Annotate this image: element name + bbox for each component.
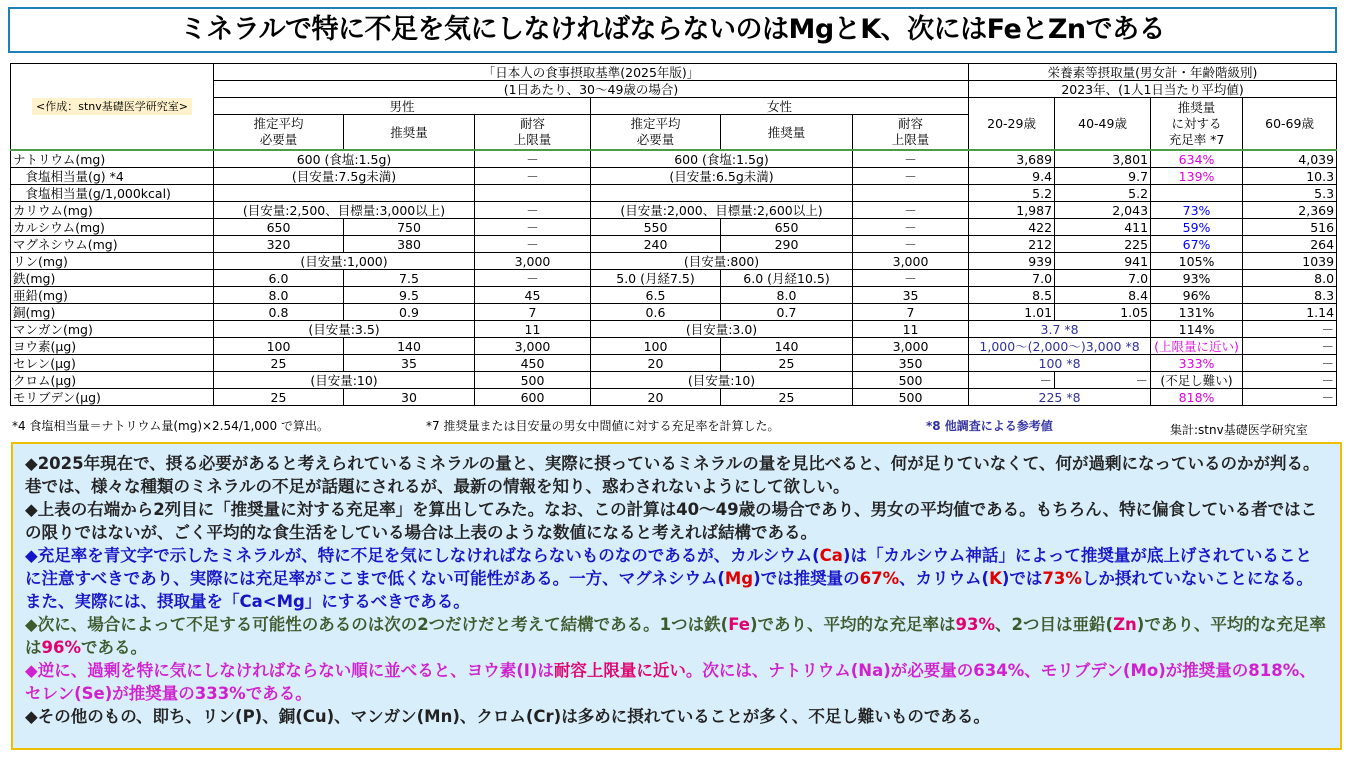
intake-60-69: 8.3 bbox=[1243, 287, 1337, 304]
mineral-table-body bbox=[11, 150, 1337, 406]
table-row bbox=[11, 150, 1337, 168]
male-ul: － bbox=[475, 202, 591, 219]
table-row bbox=[11, 338, 1337, 355]
female-intake-merged: (目安量:10) bbox=[591, 372, 853, 389]
female-ear: 20 bbox=[591, 389, 721, 406]
commentary-paragraph bbox=[25, 613, 1328, 659]
female-rda: 140 bbox=[721, 338, 853, 355]
male-intake-merged: (目安量:7.5g未満) bbox=[214, 168, 475, 185]
commentary-box bbox=[11, 442, 1342, 750]
intake-20-29: － bbox=[969, 372, 1055, 389]
intake-40-49: 225 bbox=[1055, 236, 1151, 253]
mineral-name: 食塩相当量(g) *4 bbox=[11, 168, 214, 185]
male-rda-header: 推奨量 bbox=[344, 115, 475, 151]
female-rda: 25 bbox=[721, 389, 853, 406]
highlight-text: Zn bbox=[1113, 615, 1137, 634]
mineral-name: 食塩相当量(g/1,000kcal) bbox=[11, 185, 214, 202]
intake-40-49: － bbox=[1055, 372, 1151, 389]
intake-60-69: 1039 bbox=[1243, 253, 1337, 270]
intake-60-69: 1.14 bbox=[1243, 304, 1337, 321]
female-rda: 290 bbox=[721, 236, 853, 253]
commentary-paragraph bbox=[25, 452, 1328, 498]
female-intake-merged bbox=[591, 185, 853, 202]
tally-credit: 集計:stnv基礎医学研究室 bbox=[1170, 423, 1308, 437]
male-intake-merged: 600 (食塩:1.5g) bbox=[214, 150, 475, 168]
intake-40-49: 941 bbox=[1055, 253, 1151, 270]
sufficiency-ratio: 59% bbox=[1151, 219, 1243, 236]
table-row bbox=[11, 270, 1337, 287]
paragraph-text: ◆上表の右端から2列目に「推奨量に対する充足率」を算出してみた。なお、この計算は40～49歳の場合であり、男女の平均値である。もちろん、特に偏食している者ではこの限りではないが、ごく平均的な食生活をしている場合は上表のような数値になると考えれば結構である。 bbox=[25, 500, 1318, 542]
female-ul-header: 耐容 上限量 bbox=[853, 115, 969, 151]
female-ul: 11 bbox=[853, 321, 969, 338]
female-ul: － bbox=[853, 270, 969, 287]
intake-60-69: － bbox=[1243, 338, 1337, 355]
intake-40-49: 5.2 bbox=[1055, 185, 1151, 202]
intake-20-29: 8.5 bbox=[969, 287, 1055, 304]
intake-40-49: 1.05 bbox=[1055, 304, 1151, 321]
paragraph-text: 。次には、ナトリウム(Na)が必要量の634%、モリブデン(Mo)が推奨量の818%、セレン(Se)が推奨量の333%である。 bbox=[25, 661, 1316, 703]
paragraph-text: ◆2025年現在で、摂る必要があると考えられているミネラルの量と、実際に摂っているミネラルの量を見比べると、何が足りていなくて、何が過剰になっているのかが判る。巷では、様々な種類のミネラルの不足が話題にされるが、最新の情報を知り、惑わされないようにして欲しい。 bbox=[25, 454, 1320, 496]
mineral-name: クロム(μg) bbox=[11, 372, 214, 389]
mineral-name: セレン(μg) bbox=[11, 355, 214, 372]
female-ear: 100 bbox=[591, 338, 721, 355]
paragraph-text: )であり、平均的な充足率は bbox=[25, 615, 1326, 657]
intake-20-29: 1,987 bbox=[969, 202, 1055, 219]
mineral-name: マンガン(mg) bbox=[11, 321, 214, 338]
commentary-paragraph bbox=[25, 659, 1328, 705]
table-row bbox=[11, 355, 1337, 372]
male-ear: 100 bbox=[214, 338, 344, 355]
male-ul: － bbox=[475, 219, 591, 236]
reference-intake: 225 *8 bbox=[969, 389, 1151, 406]
sufficiency-ratio: 139% bbox=[1151, 168, 1243, 185]
age-60-69-header: 60-69歳 bbox=[1243, 98, 1337, 151]
intake-60-69: － bbox=[1243, 372, 1337, 389]
sufficiency-ratio: 96% bbox=[1151, 287, 1243, 304]
table-row bbox=[11, 372, 1337, 389]
highlight-text: 耐容上限量に近い bbox=[553, 661, 686, 680]
male-intake-merged: (目安量:2,500、目標量:3,000以上) bbox=[214, 202, 475, 219]
female-intake-merged: (目安量:3.0) bbox=[591, 321, 853, 338]
intake-20-29: 422 bbox=[969, 219, 1055, 236]
paragraph-text: )では推奨量の bbox=[753, 569, 860, 588]
paragraph-text: )は「カルシウム神話」によって推奨量が底上げされていることに注意すべきであり、実際には充足率がここまで低くない可能性がある。一方、マグネシウム( bbox=[25, 546, 1312, 588]
intake-60-69: 8.0 bbox=[1243, 270, 1337, 287]
credit-cell bbox=[11, 64, 214, 151]
note-7: *7 推奨量または目安量の男女中間値に対する充足率を計算した。 bbox=[426, 419, 780, 433]
male-ul: 11 bbox=[475, 321, 591, 338]
female-intake-merged: 600 (食塩:1.5g) bbox=[591, 150, 853, 168]
male-intake-merged: (目安量:10) bbox=[214, 372, 475, 389]
intake-40-49: 7.0 bbox=[1055, 270, 1151, 287]
intake-20-29: 3,689 bbox=[969, 150, 1055, 168]
note-4: *4 食塩相当量＝ナトリウム量(mg)×2.54/1,000 で算出。 bbox=[12, 419, 329, 433]
age-40-49-header: 40-49歳 bbox=[1055, 98, 1151, 151]
sufficiency-ratio: 333% bbox=[1151, 355, 1243, 372]
female-ul: － bbox=[853, 236, 969, 253]
table-row bbox=[11, 219, 1337, 236]
standard-title: 「日本人の食事摂取基準(2025年版)」 bbox=[214, 64, 969, 81]
paragraph-text: しか摂れていないことになる。また、実際には、摂取量を「Ca<Mg」にするべきである。 bbox=[25, 569, 1313, 611]
female-ear: 20 bbox=[591, 355, 721, 372]
male-rda: 35 bbox=[344, 355, 475, 372]
intake-40-49: 2,043 bbox=[1055, 202, 1151, 219]
female-ear: 5.0 (月経7.5) bbox=[591, 270, 721, 287]
male-intake-merged: (目安量:3.5) bbox=[214, 321, 475, 338]
mineral-name: ナトリウム(mg) bbox=[11, 150, 214, 168]
male-intake-merged: (目安量:1,000) bbox=[214, 253, 475, 270]
credit-label: <作成：stnv基礎医学研究室> bbox=[32, 98, 192, 115]
female-ul: 3,000 bbox=[853, 253, 969, 270]
intake-60-69: － bbox=[1243, 355, 1337, 372]
male-ear: 320 bbox=[214, 236, 344, 253]
sufficiency-ratio bbox=[1151, 185, 1243, 202]
mineral-name: カリウム(mg) bbox=[11, 202, 214, 219]
intake-60-69: － bbox=[1243, 321, 1337, 338]
male-ul bbox=[475, 185, 591, 202]
male-ul: 45 bbox=[475, 287, 591, 304]
reference-intake: 1,000～(2,000～)3,000 *8 bbox=[969, 338, 1151, 355]
female-ear: 6.5 bbox=[591, 287, 721, 304]
table-row bbox=[11, 304, 1337, 321]
intake-40-49: 9.7 bbox=[1055, 168, 1151, 185]
highlight-text: Mg bbox=[724, 569, 754, 588]
male-rda: 380 bbox=[344, 236, 475, 253]
paragraph-text: ◆その他のもの、即ち、リン(P)、銅(Cu)、マンガン(Mn)、クロム(Cr)は多めに摂れていることが多く、不足し難いものである。 bbox=[25, 707, 990, 726]
male-ul: 450 bbox=[475, 355, 591, 372]
table-row bbox=[11, 185, 1337, 202]
ratio-header: 推奨量 に対する 充足率 *7 bbox=[1151, 98, 1243, 151]
intake-20-29: 7.0 bbox=[969, 270, 1055, 287]
mineral-name: カルシウム(mg) bbox=[11, 219, 214, 236]
intake-60-69: 5.3 bbox=[1243, 185, 1337, 202]
commentary-paragraph bbox=[25, 544, 1328, 613]
intake-20-29: 9.4 bbox=[969, 168, 1055, 185]
sufficiency-ratio: 67% bbox=[1151, 236, 1243, 253]
male-rda: 30 bbox=[344, 389, 475, 406]
female-ul: 7 bbox=[853, 304, 969, 321]
male-ear: 25 bbox=[214, 389, 344, 406]
intake-20-29: 939 bbox=[969, 253, 1055, 270]
sufficiency-ratio: 634% bbox=[1151, 150, 1243, 168]
male-ul: 500 bbox=[475, 372, 591, 389]
table-row bbox=[11, 253, 1337, 270]
female-rda: 6.0 (月経10.5) bbox=[721, 270, 853, 287]
commentary-paragraph bbox=[25, 705, 1328, 728]
male-ul-header: 耐容 上限量 bbox=[475, 115, 591, 151]
male-rda: 140 bbox=[344, 338, 475, 355]
survey-subtitle: 2023年、(1人1日当たり平均値) bbox=[969, 81, 1337, 98]
female-header: 女性 bbox=[591, 98, 969, 115]
sufficiency-ratio: (不足し難い) bbox=[1151, 372, 1243, 389]
male-ear: 6.0 bbox=[214, 270, 344, 287]
female-rda: 25 bbox=[721, 355, 853, 372]
intake-60-69: 4,039 bbox=[1243, 150, 1337, 168]
sufficiency-ratio: 105% bbox=[1151, 253, 1243, 270]
mineral-name: ヨウ素(μg) bbox=[11, 338, 214, 355]
male-ear-header: 推定平均 必要量 bbox=[214, 115, 344, 151]
female-ear: 550 bbox=[591, 219, 721, 236]
female-intake-merged: (目安量:800) bbox=[591, 253, 853, 270]
paragraph-text: )では bbox=[1001, 569, 1043, 588]
female-ul: － bbox=[853, 168, 969, 185]
female-ear: 240 bbox=[591, 236, 721, 253]
survey-title: 栄養素等摂取量(男女計・年齢階級別) bbox=[969, 64, 1337, 81]
highlight-text: 93% bbox=[955, 615, 996, 634]
female-rda-header: 推奨量 bbox=[721, 115, 853, 151]
female-ear-header: 推定平均 必要量 bbox=[591, 115, 721, 151]
male-ear: 25 bbox=[214, 355, 344, 372]
mineral-name: マグネシウム(mg) bbox=[11, 236, 214, 253]
male-header: 男性 bbox=[214, 98, 591, 115]
commentary-paragraph bbox=[25, 498, 1328, 544]
male-ul: 600 bbox=[475, 389, 591, 406]
male-ear: 8.0 bbox=[214, 287, 344, 304]
mineral-name: 亜鉛(mg) bbox=[11, 287, 214, 304]
table-row bbox=[11, 202, 1337, 219]
male-ul: 3,000 bbox=[475, 338, 591, 355]
female-ul: 350 bbox=[853, 355, 969, 372]
male-ul: － bbox=[475, 168, 591, 185]
male-ul: － bbox=[475, 270, 591, 287]
intake-40-49: 8.4 bbox=[1055, 287, 1151, 304]
table-row bbox=[11, 168, 1337, 185]
paragraph-text: 、カリウム( bbox=[899, 569, 990, 588]
female-ul: － bbox=[853, 150, 969, 168]
age-20-29-header: 20-29歳 bbox=[969, 98, 1055, 151]
paragraph-text: 、2つ目は亜鉛( bbox=[995, 615, 1114, 634]
intake-60-69: 2,369 bbox=[1243, 202, 1337, 219]
male-ul: － bbox=[475, 236, 591, 253]
paragraph-text: )であり、平均的な充足率は bbox=[750, 615, 956, 634]
female-ul: 500 bbox=[853, 372, 969, 389]
male-ul: 7 bbox=[475, 304, 591, 321]
mineral-name: リン(mg) bbox=[11, 253, 214, 270]
note-8: *8 他調査による参考値 bbox=[926, 419, 1053, 433]
highlight-text: 96% bbox=[41, 638, 81, 657]
paragraph-text: ◆充足率を青文字で示したミネラルが、特に不足を気にしなければならないものなのであるが、カルシウム( bbox=[25, 546, 820, 565]
reference-intake: 3.7 *8 bbox=[969, 321, 1151, 338]
sufficiency-ratio: 818% bbox=[1151, 389, 1243, 406]
female-rda: 8.0 bbox=[721, 287, 853, 304]
female-ul bbox=[853, 185, 969, 202]
table-row bbox=[11, 287, 1337, 304]
male-ul: 3,000 bbox=[475, 253, 591, 270]
paragraph-text: ◆逆に、過剰を特に気にしなければならない順に並べると、ヨウ素(I)は bbox=[25, 661, 554, 680]
mineral-name: 鉄(mg) bbox=[11, 270, 214, 287]
intake-40-49: 411 bbox=[1055, 219, 1151, 236]
female-ul: 500 bbox=[853, 389, 969, 406]
highlight-text: 67% bbox=[859, 569, 900, 588]
highlight-text: 73% bbox=[1042, 569, 1082, 588]
paragraph-text: ◆次に、場合によって不足する可能性のあるのは次の2つだけだと考えて結構である。1つは鉄( bbox=[25, 615, 729, 634]
female-rda: 650 bbox=[721, 219, 853, 236]
female-rda: 0.7 bbox=[721, 304, 853, 321]
female-ul: － bbox=[853, 219, 969, 236]
paragraph-text: である。 bbox=[81, 638, 147, 657]
female-ear: 0.6 bbox=[591, 304, 721, 321]
sufficiency-ratio: 114% bbox=[1151, 321, 1243, 338]
intake-60-69: 264 bbox=[1243, 236, 1337, 253]
female-intake-merged: (目安量:2,000、目標量:2,600以上) bbox=[591, 202, 853, 219]
standard-subtitle: (1日あたり、30～49歳の場合) bbox=[214, 81, 969, 98]
sufficiency-ratio: (上限量に近い) bbox=[1151, 338, 1243, 355]
page-title: ミネラルで特に不足を気にしなければならないのはMgとK、次にはFeとZnである bbox=[8, 7, 1337, 53]
highlight-text: Fe bbox=[728, 615, 750, 634]
highlight-text: K bbox=[989, 569, 1002, 588]
male-rda: 750 bbox=[344, 219, 475, 236]
female-ul: 3,000 bbox=[853, 338, 969, 355]
male-ul: － bbox=[475, 150, 591, 168]
female-intake-merged: (目安量:6.5g未満) bbox=[591, 168, 853, 185]
intake-20-29: 1.01 bbox=[969, 304, 1055, 321]
male-rda: 0.9 bbox=[344, 304, 475, 321]
sufficiency-ratio: 93% bbox=[1151, 270, 1243, 287]
male-ear: 650 bbox=[214, 219, 344, 236]
mineral-table bbox=[10, 63, 1337, 406]
table-row bbox=[11, 389, 1337, 406]
female-ul: － bbox=[853, 202, 969, 219]
intake-60-69: － bbox=[1243, 389, 1337, 406]
intake-20-29: 212 bbox=[969, 236, 1055, 253]
sufficiency-ratio: 131% bbox=[1151, 304, 1243, 321]
highlight-text: Ca bbox=[819, 546, 843, 565]
mineral-name: 銅(mg) bbox=[11, 304, 214, 321]
male-rda: 9.5 bbox=[344, 287, 475, 304]
male-intake-merged bbox=[214, 185, 475, 202]
intake-60-69: 516 bbox=[1243, 219, 1337, 236]
female-ul: 35 bbox=[853, 287, 969, 304]
reference-intake: 100 *8 bbox=[969, 355, 1151, 372]
male-ear: 0.8 bbox=[214, 304, 344, 321]
table-notes bbox=[10, 414, 1336, 436]
table-row bbox=[11, 321, 1337, 338]
sufficiency-ratio: 73% bbox=[1151, 202, 1243, 219]
male-rda: 7.5 bbox=[344, 270, 475, 287]
intake-60-69: 10.3 bbox=[1243, 168, 1337, 185]
intake-40-49: 3,801 bbox=[1055, 150, 1151, 168]
intake-20-29: 5.2 bbox=[969, 185, 1055, 202]
table-row bbox=[11, 236, 1337, 253]
mineral-name: モリブデン(μg) bbox=[11, 389, 214, 406]
